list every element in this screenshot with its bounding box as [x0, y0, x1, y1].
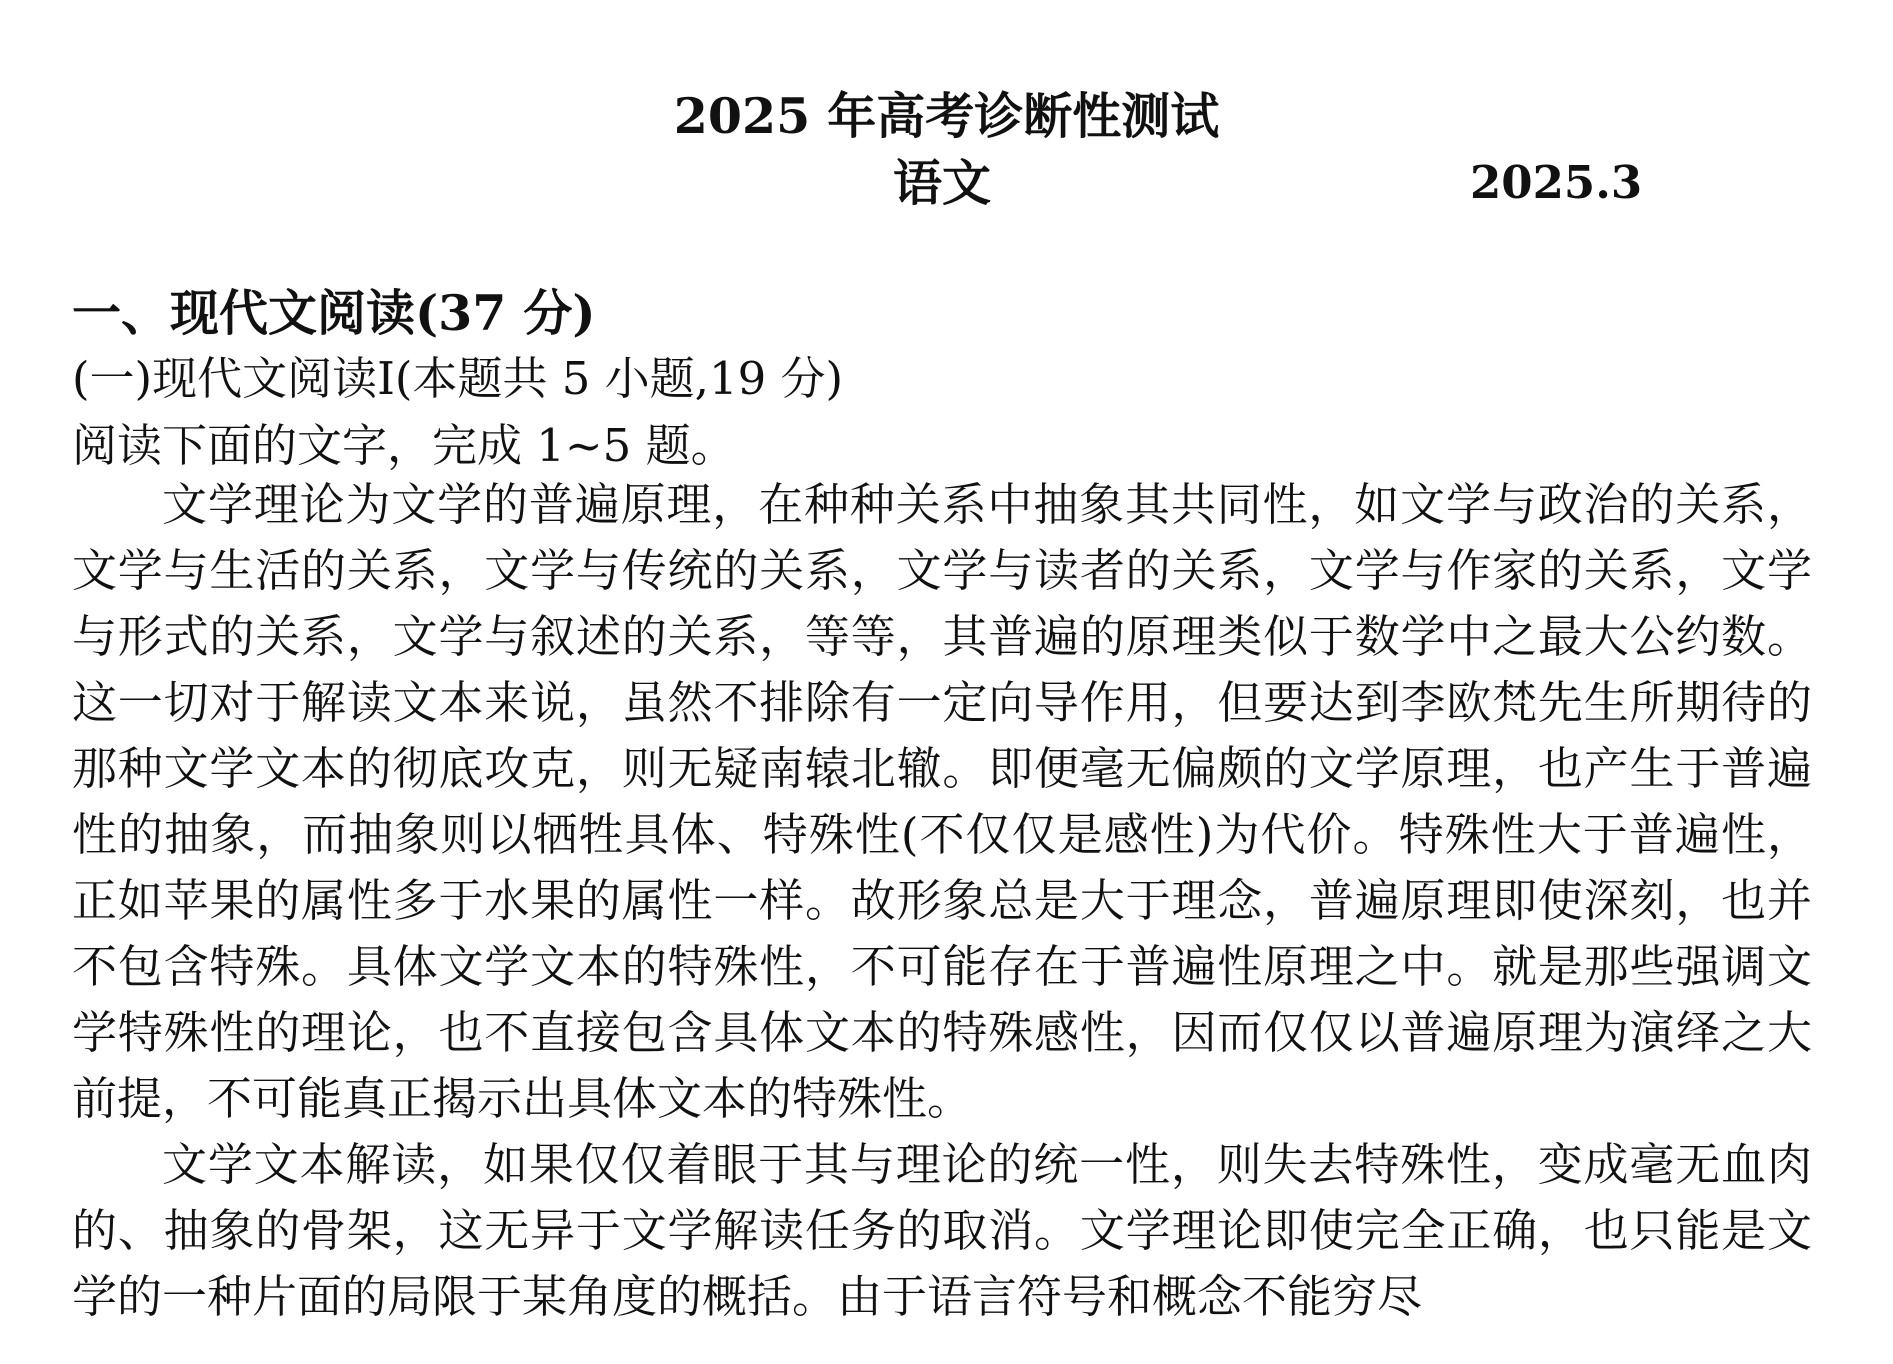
reading-passage: [72, 472, 1812, 1330]
passage-paragraph-1: 文学理论为文学的普遍原理，在种种关系中抽象其共同性，如文学与政治的关系，文学与生活的关系，文学与传统的关系，文学与读者的关系，文学与作家的关系，文学与形式的关系，文学与叙述的关系，等等，其普遍的原理类似于数学中之最大公约数。这一切对于解读文本来说，虽然不排除有一定向导作用，但要达到李欧梵先生所期待的那种文学文本的彻底攻克，则无疑南辕北辙。即便毫无偏颇的文学原理，也产生于普遍性的抽象，而抽象则以牺牲具体、特殊性(不仅仅是感性)为代价。特殊性大于普遍性，正如苹果的属性多于水果的属性一样。故形象总是大于理念，普遍原理即使深刻，也并不包含特殊。具体文学文本的特殊性，不可能存在于普遍性原理之中。就是那些强调文学特殊性的理论，也不直接包含具体文本的特殊感性，因而仅仅以普遍原理为演绎之大前提，不可能真正揭示出具体文本的特殊性。: [72, 478, 1812, 1125]
passage-paragraph-2: 文学文本解读，如果仅仅着眼于其与理论的统一性，则失去特殊性，变成毫无血肉的、抽象的骨架，这无异于文学解读任务的取消。文学理论即使完全正确，也只能是文学的一种片面的局限于某角度的概括。由于语言符号和概念不能穷尽: [72, 1138, 1812, 1323]
section-heading: 一、现代文阅读(37 分): [72, 284, 596, 342]
reading-instruction: 阅读下面的文字，完成 1~5 题。: [72, 419, 736, 472]
subject-label: 语文: [893, 154, 992, 212]
subsection-heading: (一)现代文阅读Ⅰ(本题共 5 小题,19 分): [72, 352, 844, 405]
exam-date: 2025.3: [1470, 156, 1643, 209]
exam-title: 2025 年高考诊断性测试: [673, 87, 1220, 145]
